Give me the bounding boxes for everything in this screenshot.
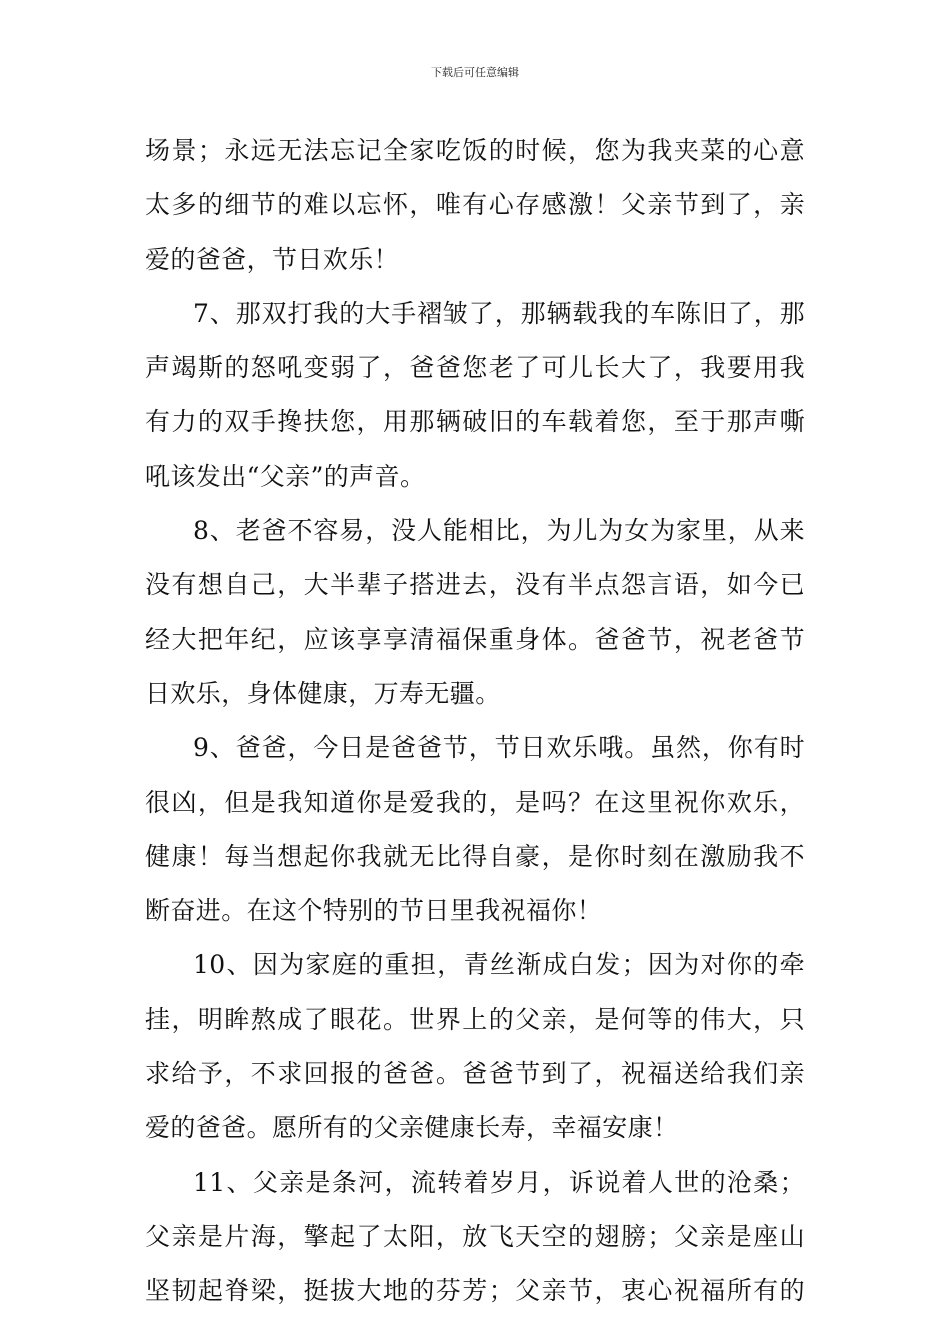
text-line: 日欢乐，身体健康，万寿无疆。	[145, 678, 501, 708]
text-line: 坚韧起脊梁，挺拔大地的芬芳；父亲节，衷心祝福所有的	[145, 1276, 805, 1306]
text-line: 父亲是片海，擎起了太阳，放飞天空的翅膀；父亲是座山	[145, 1221, 805, 1251]
text-line: 没有想自己，大半辈子搭进去，没有半点怨言语，如今已	[145, 570, 805, 600]
page-header: 下载后可任意编辑	[431, 66, 519, 79]
text-line: 爱的爸爸。愿所有的父亲健康长寿，幸福安康！	[145, 1113, 679, 1143]
text-line: 很凶，但是我知道你是爱我的，是吗？在这里祝你欢乐，	[145, 787, 805, 817]
text-line: 8、老爸不容易，没人能相比，为儿为女为家里，从来	[193, 516, 805, 546]
text-line: 挂，明眸熬成了眼花。世界上的父亲，是何等的伟大，只	[145, 1004, 805, 1034]
body-text	[145, 124, 805, 1319]
text-line: 11、父亲是条河，流转着岁月，诉说着人世的沧桑；	[193, 1167, 805, 1197]
text-line: 场景；永远无法忘记全家吃饭的时候，您为我夹菜的心意	[145, 136, 805, 165]
text-line: 太多的细节的难以忘怀，唯有心存感激！父亲节到了，亲	[145, 190, 805, 220]
text-line: 经大把年纪，应该享享清福保重身体。爸爸节，祝老爸节	[145, 624, 805, 654]
text-line: 吼该发出“父亲”的声音。	[145, 461, 426, 491]
text-line: 10、因为家庭的重担，青丝渐成白发；因为对你的牵	[193, 950, 805, 980]
text-line: 9、爸爸，今日是爸爸节，节日欢乐哦。虽然，你有时	[193, 733, 805, 763]
text-line: 声竭斯的怒吼变弱了，爸爸您老了可儿长大了，我要用我	[145, 353, 805, 383]
text-line: 7、那双打我的大手褶皱了，那辆载我的车陈旧了，那	[193, 298, 805, 328]
text-line: 有力的双手搀扶您，用那辆破旧的车载着您，至于那声嘶	[145, 407, 805, 437]
text-line: 爱的爸爸，节日欢乐！	[145, 244, 400, 274]
text-line: 断奋进。在这个特别的节日里我祝福你！	[145, 896, 603, 926]
text-line: 健康！每当想起你我就无比得自豪，是你时刻在激励我不	[145, 841, 805, 871]
text-line: 求给予，不求回报的爸爸。爸爸节到了，祝福送给我们亲	[145, 1059, 805, 1089]
